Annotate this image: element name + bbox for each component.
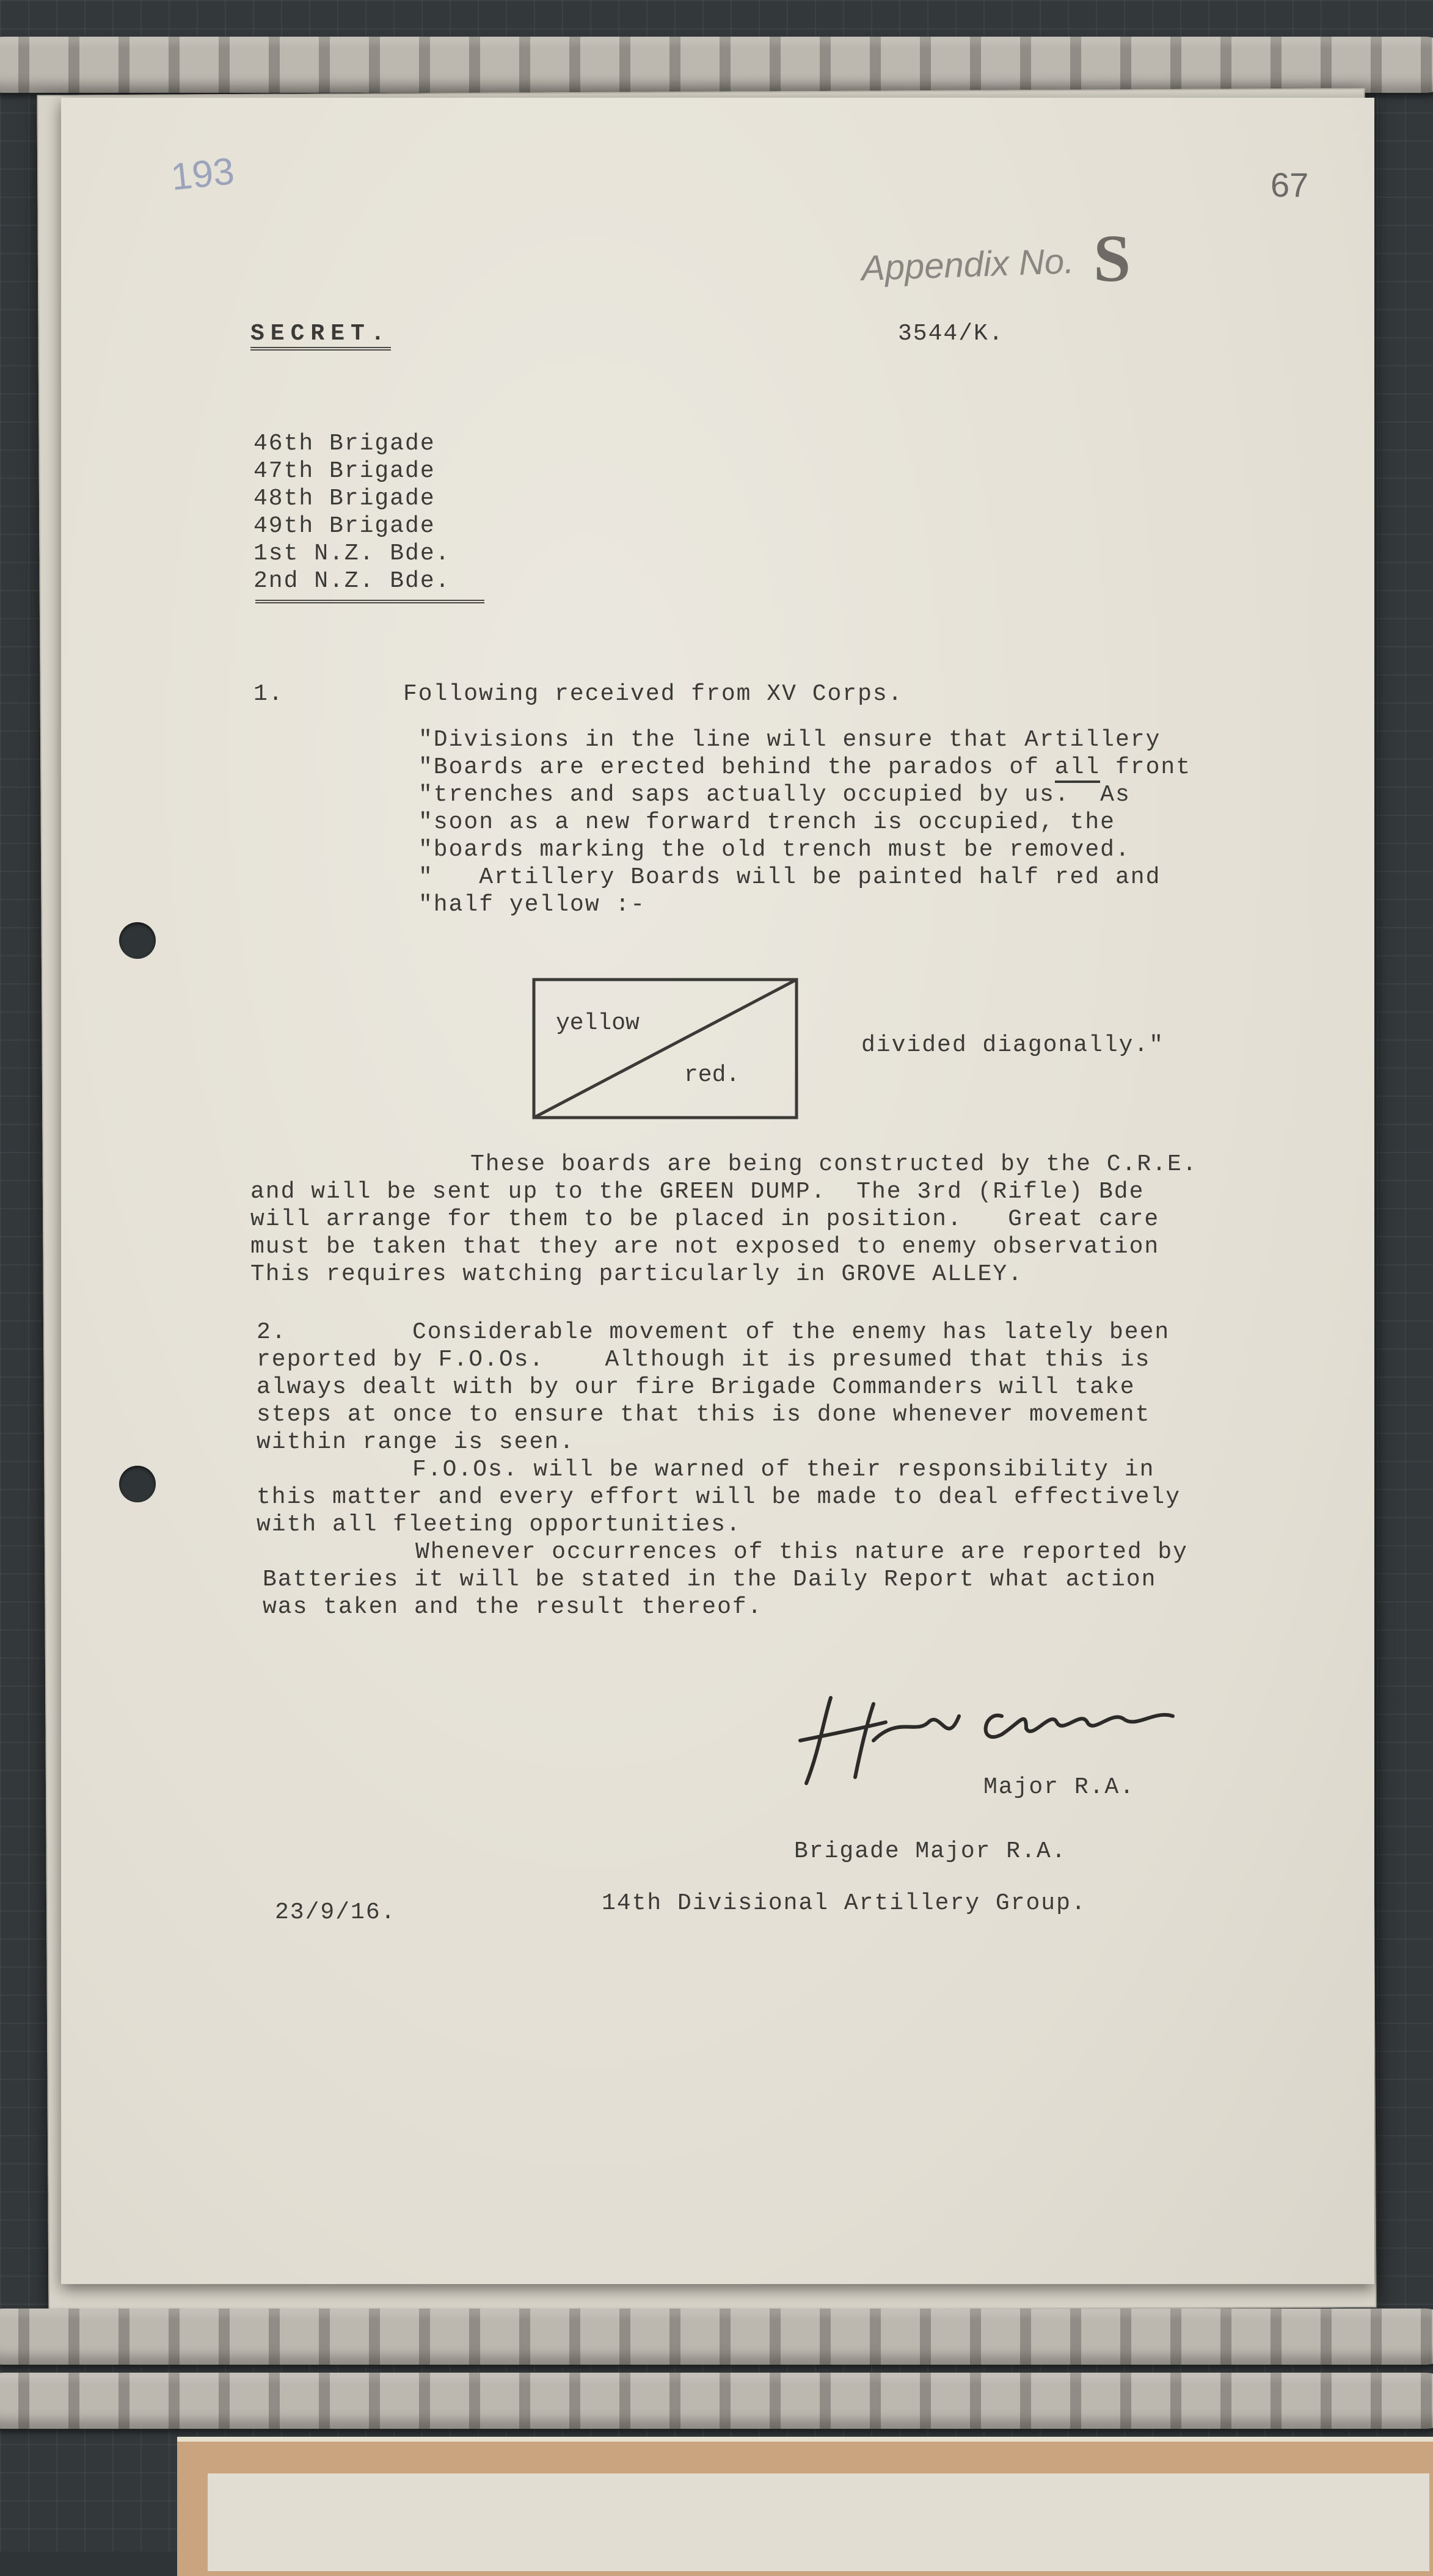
punch-hole (119, 1466, 156, 1502)
body-line: this matter and every effort will be made to deal effectively (257, 1484, 1181, 1510)
body-line: will arrange for them to be placed in position. Great care (250, 1206, 1160, 1232)
body-line: was taken and the result thereof. (263, 1594, 763, 1620)
body-line: always dealt with by our fire Brigade Commanders will take (257, 1374, 1136, 1400)
quote-line: "Boards are erected behind the parados of all front (418, 754, 1191, 780)
addressee: 47th Brigade (253, 458, 436, 484)
quote-line: "Divisions in the line will ensure that Artillery (418, 727, 1161, 753)
body-line: Whenever occurrences of this nature are reported by (415, 1539, 1188, 1565)
appendix-letter: S (1093, 221, 1131, 296)
addressee: 49th Brigade (253, 513, 436, 539)
diagram-label-yellow: yellow (556, 1010, 640, 1036)
appendix-label: Appendix No. (860, 241, 1075, 289)
signatory-rank: Major R.A. (983, 1774, 1136, 1800)
quote-line: "boards marking the old trench must be removed. (418, 837, 1131, 863)
addressee-underline (255, 600, 484, 603)
signatory-title: Brigade Major R.A. (794, 1838, 1067, 1865)
signatory-unit: 14th Divisional Artillery Group. (602, 1890, 1087, 1916)
body-line: and will be sent up to the GREEN DUMP. The 3rd (Rifle) Bde (250, 1179, 1145, 1205)
body-line: This requires watching particularly in GROVE ALLEY. (250, 1261, 1023, 1287)
paragraph-1-intro: Following received from XV Corps. (403, 681, 903, 707)
quote-line: "half yellow :- (418, 892, 646, 918)
bottom-cord (0, 2309, 1433, 2365)
body-line: reported by F.O.Os. Although it is presumed that this is (257, 1347, 1151, 1373)
addressee: 1st N.Z. Bde. (253, 540, 451, 567)
quote-line: "soon as a new forward trench is occupied, the (418, 809, 1115, 835)
page-number: 67 (1271, 166, 1309, 204)
reference-number: 3544/K. (898, 321, 1004, 347)
addressee: 48th Brigade (253, 486, 436, 512)
paragraph-1-number: 1. (253, 681, 284, 707)
body-line: within range is seen. (257, 1429, 575, 1455)
stamp-number: 193 (169, 150, 236, 199)
body-line: F.O.Os. will be warned of their responsibility in (412, 1457, 1155, 1483)
quote-line: "trenches and saps actually occupied by us. As (418, 782, 1131, 808)
document-page (61, 98, 1374, 2284)
top-cord (0, 37, 1433, 93)
body-line: with all fleeting opportunities. (257, 1512, 742, 1538)
addressee: 2nd N.Z. Bde. (253, 568, 451, 594)
body-line: These boards are being constructed by the C.R.E. (470, 1151, 1198, 1177)
diagram-label-red: red. (684, 1062, 740, 1088)
paragraph-2-number: 2. (257, 1319, 287, 1345)
document-date: 23/9/16. (275, 1899, 396, 1926)
board-diagram (531, 977, 800, 1124)
body-line: must be taken that they are not exposed to enemy observation (250, 1234, 1160, 1260)
punch-hole (119, 922, 156, 959)
quote-line: " Artillery Boards will be painted half red and (418, 864, 1161, 890)
classification: SECRET. (250, 321, 391, 347)
bottom-cord (0, 2373, 1433, 2429)
body-line: Considerable movement of the enemy has lately been (412, 1319, 1170, 1345)
paper-stack (208, 2473, 1429, 2571)
body-line: Batteries it will be stated in the Daily Report what action (263, 1566, 1157, 1593)
addressee: 46th Brigade (253, 431, 436, 457)
body-line: steps at once to ensure that this is done whenever movement (257, 1402, 1151, 1428)
diagram-caption: divided diagonally." (861, 1032, 1165, 1058)
